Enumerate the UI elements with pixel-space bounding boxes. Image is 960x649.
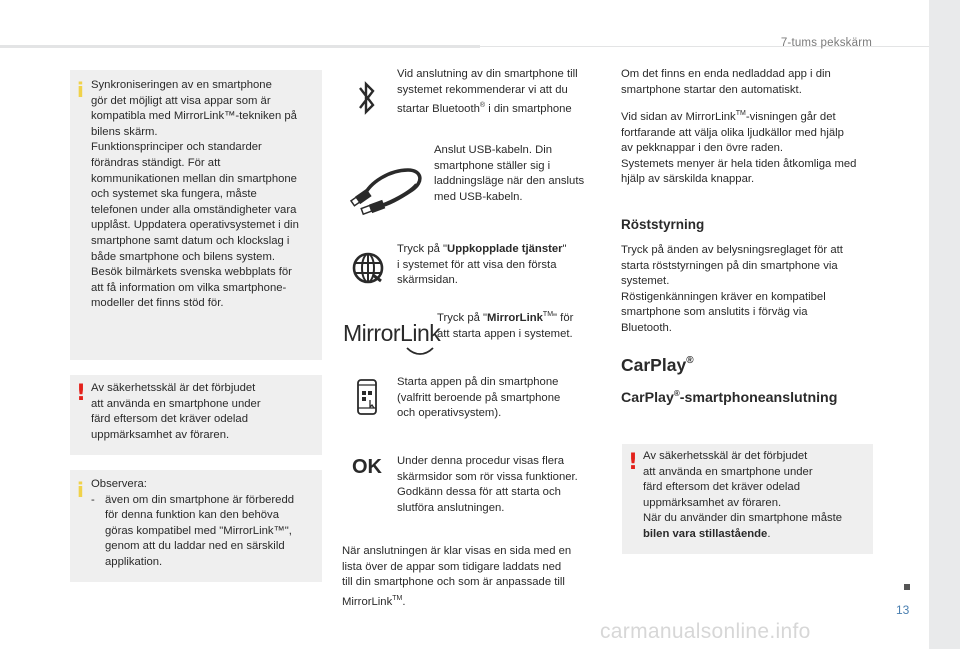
mirrorlink-swoosh-icon (405, 346, 435, 356)
warning-marker-icon: ! (76, 381, 87, 406)
page-number: 13 (896, 603, 910, 617)
step-bluetooth-text: Vid anslutning av din smartphone till systemet rekommenderar vi att du startar Bluetooth® i din smartphone (397, 68, 578, 116)
bluetooth-icon (356, 78, 378, 118)
step-usb-text: Anslut USB-kabeln. Din smartphone ställer sig i laddningsläge när den ansluts med USB-kabeln. (434, 144, 585, 203)
note-text: Observera: - även om din smartphone är förberedd för denna funktion kan den behöva göras kompatibel med "MirrorLink™", genom att du laddar ned en särskild applikation. (91, 477, 319, 571)
connected-services-icon (351, 251, 385, 285)
watermark: carmanualsonline.info (600, 620, 811, 643)
smartphone-app-icon (355, 378, 379, 416)
warning-text: Av säkerhetsskäl är det förbjudet att använda en smartphone under färd eftersom det kräver odelad uppmärksamhet av föraren. (91, 382, 261, 441)
right-para-2: Vid sidan av MirrorLink™-visningen går det fortfarande att välja olika ljudkällor med hjälp av pekknappar i den övre raden. Systemets menyer är hela tiden åtkomliga med hjälp av särskilda knappar. (621, 110, 857, 186)
warning-box-right (622, 444, 873, 554)
usb-cable-icon (350, 162, 430, 217)
right-para-1: Om det finns en enda nedladdad app i din smartphone startar den automatiskt. (621, 68, 831, 96)
warning-marker-icon: ! (628, 450, 639, 475)
step-app-text: Starta appen på din smartphone (valfritt beroende på smartphone och operativsystem). (397, 376, 561, 420)
carplay-heading: CarPlay® (621, 355, 694, 375)
warning-box-left (70, 375, 322, 455)
step-services-text: Tryck på "Uppkopplade tjänster" i systemet för att visa den första skärmsidan. (397, 243, 567, 287)
info-marker-icon: i (77, 478, 84, 502)
info-box-sync (70, 70, 322, 360)
ok-icon: OK (352, 456, 382, 478)
voice-control-heading: Röststyrning (621, 217, 705, 232)
side-strip (929, 0, 960, 649)
step-mirrorlink-text: Tryck på "MirrorLink™" för att starta appen i systemet. (437, 311, 574, 340)
mirrorlink-logo: MirrorLink (343, 320, 440, 347)
step-ok-text: Under denna procedur visas flera skärmsidor som rör vissa funktioner. Godkänn dessa för att starta och slutföra anslutningen. (397, 455, 578, 514)
carplay-subheading: CarPlay®-smartphoneanslutning (621, 389, 838, 406)
info-text: Synkroniseringen av en smartphone gör det möjligt att visa appar som är kompatibla med MirrorLink™-tekniken på bilens skärm. Funktionsprinciper och standarder förändras ständigt. För att kommunikationen mellan din smartphone och systemet ska fungera, måste telefonen under alla omständigheter vara upplåst. Uppdatera operativsystemet i din smartphone samt datum och klockslag i både smartphone och bilens system. Besök bilmärkets svenska webbplats för att få information om vilka smartphone- modeller det finns stöd för. (91, 79, 299, 310)
info-box-note (70, 470, 322, 582)
note-list-item: - även om din smartphone är förberedd för denna funktion kan den behöva göras kompatibel med "MirrorLink™", genom att du laddar ned en särskild applikation. (91, 493, 295, 568)
closing-text: När anslutningen är klar visas en sida med en lista över de appar som tidigare laddats ned till din smartphone och som är anpassade till MirrorLink™. (342, 545, 572, 608)
header-rule (0, 45, 480, 48)
voice-control-text: Tryck på änden av belysningsreglaget för att starta röststyrningen på din smartphone via systemet. Röstigenkänningen kräver en kompatibel smartphone som anslutits i förväg via Bluetooth. (621, 244, 843, 334)
info-marker-icon: i (77, 78, 84, 102)
warning-text: Av säkerhetsskäl är det förbjudet att använda en smartphone under färd eftersom det kräver odelad uppmärksamhet av föraren. När du använder din smartphone måste bilen vara stillastående. (643, 450, 843, 540)
header-title: 7-tums pekskärm (780, 37, 872, 49)
page-marker (904, 584, 910, 590)
